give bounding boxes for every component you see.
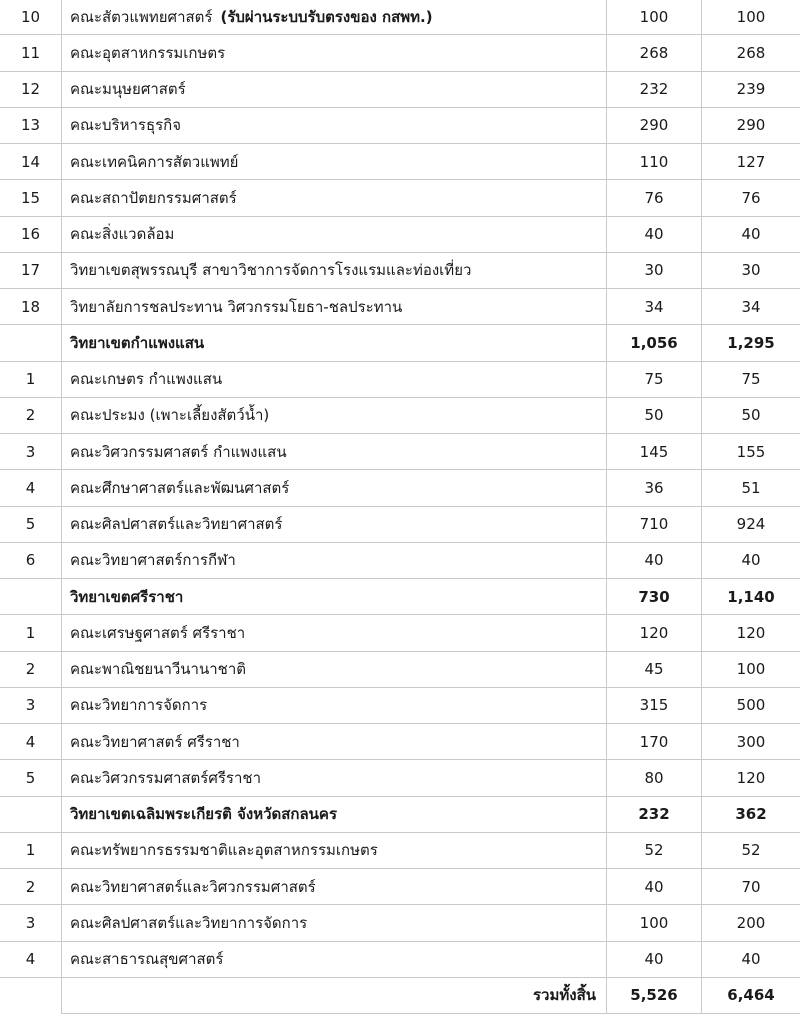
quota-value-1: 75	[607, 361, 702, 397]
table-row	[0, 760, 800, 796]
row-number	[0, 796, 62, 832]
campus-group-row	[0, 325, 800, 361]
table-row	[0, 470, 800, 506]
row-number: 6	[0, 542, 62, 578]
name-text: คณะสัตวแพทยศาสตร์	[70, 8, 212, 26]
faculty-name	[62, 651, 607, 687]
row-number: 5	[0, 506, 62, 542]
faculty-name	[62, 252, 607, 288]
quota-value-2: 239	[702, 71, 800, 107]
row-number: 18	[0, 289, 62, 325]
name-text: คณะศึกษาศาสตร์และพัฒนศาสตร์	[70, 479, 289, 497]
quota-value-1: 40	[607, 216, 702, 252]
quota-value-1: 52	[607, 832, 702, 868]
quota-value-1: 290	[607, 107, 702, 143]
name-text: วิทยาเขตกำแพงแสน	[70, 334, 204, 352]
campus-group-row	[0, 796, 800, 832]
table-row	[0, 542, 800, 578]
quota-value-1: 110	[607, 144, 702, 180]
quota-value-2: 34	[702, 289, 800, 325]
table-row	[0, 252, 800, 288]
row-number: 2	[0, 651, 62, 687]
faculty-name	[62, 760, 607, 796]
table-row	[0, 724, 800, 760]
campus-group-row	[0, 579, 800, 615]
table-row	[0, 687, 800, 723]
total-label: รวมทั้งสิ้น	[62, 977, 607, 1013]
row-number: 3	[0, 434, 62, 470]
name-text: คณะทรัพยากรธรรมชาติและอุตสาหกรรมเกษตร	[70, 841, 378, 859]
total-row	[0, 977, 800, 1013]
row-number: 11	[0, 35, 62, 71]
row-number: 1	[0, 615, 62, 651]
name-text: วิทยาเขตศรีราชา	[70, 588, 183, 606]
name-text: คณะสาธารณสุขศาสตร์	[70, 950, 223, 968]
faculty-name	[62, 107, 607, 143]
quota-value-2: 155	[702, 434, 800, 470]
quota-value-1: 710	[607, 506, 702, 542]
table-row	[0, 615, 800, 651]
table-row	[0, 651, 800, 687]
quota-value-1: 50	[607, 397, 702, 433]
name-text: คณะศิลปศาสตร์และวิทยาศาสตร์	[70, 515, 282, 533]
name-text: คณะอุตสาหกรรมเกษตร	[70, 44, 225, 62]
quota-value-2: 40	[702, 941, 800, 977]
name-text: คณะสถาปัตยกรรมศาสตร์	[70, 189, 237, 207]
row-number: 4	[0, 724, 62, 760]
quota-value-2: 70	[702, 869, 800, 905]
quota-value-2: 120	[702, 760, 800, 796]
row-number: 4	[0, 470, 62, 506]
faculty-name	[62, 434, 607, 470]
total-value-1: 5,526	[607, 977, 702, 1013]
faculty-name	[62, 869, 607, 905]
quota-value-1: 145	[607, 434, 702, 470]
name-text: คณะเศรษฐศาสตร์ ศรีราชา	[70, 624, 245, 642]
row-number: 10	[0, 0, 62, 35]
quota-value-1: 40	[607, 869, 702, 905]
faculty-name	[62, 289, 607, 325]
name-text: คณะวิศวกรรมศาสตร์ศรีราชา	[70, 769, 261, 787]
table-row	[0, 941, 800, 977]
quota-value-2: 268	[702, 35, 800, 71]
faculty-name	[62, 216, 607, 252]
row-number: 3	[0, 905, 62, 941]
quota-value-2: 52	[702, 832, 800, 868]
name-text: วิทยาเขตสุพรรณบุรี สาขาวิชาการจัดการโรงแรมและท่องเที่ยว	[70, 261, 471, 279]
name-text: คณะบริหารธุรกิจ	[70, 116, 181, 134]
name-text: คณะมนุษยศาสตร์	[70, 80, 186, 98]
quota-value-1: 730	[607, 579, 702, 615]
quota-value-1: 34	[607, 289, 702, 325]
quota-value-2: 1,140	[702, 579, 800, 615]
quota-value-1: 120	[607, 615, 702, 651]
row-number	[0, 325, 62, 361]
quota-value-1: 76	[607, 180, 702, 216]
table-row	[0, 71, 800, 107]
table-row	[0, 832, 800, 868]
total-spacer	[0, 977, 62, 1013]
row-number: 16	[0, 216, 62, 252]
faculty-name	[62, 470, 607, 506]
row-number: 2	[0, 397, 62, 433]
quota-value-2: 127	[702, 144, 800, 180]
quota-value-1: 268	[607, 35, 702, 71]
faculty-name	[62, 397, 607, 433]
quota-value-2: 100	[702, 0, 800, 35]
quota-value-1: 80	[607, 760, 702, 796]
faculty-name	[62, 905, 607, 941]
faculty-name	[62, 144, 607, 180]
row-number: 5	[0, 760, 62, 796]
faculty-name	[62, 506, 607, 542]
name-text: คณะเทคนิคการสัตวแพทย์	[70, 153, 238, 171]
row-number	[0, 579, 62, 615]
name-text: คณะวิทยาศาสตร์ ศรีราชา	[70, 733, 240, 751]
name-text: วิทยาเขตเฉลิมพระเกียรติ จังหวัดสกลนคร	[70, 805, 337, 823]
faculty-name	[62, 361, 607, 397]
quota-value-2: 40	[702, 542, 800, 578]
table-row	[0, 289, 800, 325]
quota-value-1: 40	[607, 542, 702, 578]
faculty-name	[62, 941, 607, 977]
table-row	[0, 397, 800, 433]
row-number: 17	[0, 252, 62, 288]
quota-value-1: 100	[607, 905, 702, 941]
quota-value-2: 75	[702, 361, 800, 397]
quota-value-1: 170	[607, 724, 702, 760]
table-row	[0, 361, 800, 397]
quota-value-1: 232	[607, 71, 702, 107]
name-text: คณะเกษตร กำแพงแสน	[70, 370, 222, 388]
table-row	[0, 35, 800, 71]
quota-value-2: 200	[702, 905, 800, 941]
faculty-name	[62, 0, 607, 35]
table-row	[0, 905, 800, 941]
admission-note: (รับผ่านระบบรับตรงของ กสพท.)	[220, 8, 432, 26]
quota-value-2: 290	[702, 107, 800, 143]
quota-value-2: 76	[702, 180, 800, 216]
campus-name	[62, 579, 607, 615]
quota-value-2: 924	[702, 506, 800, 542]
table-row	[0, 180, 800, 216]
table-row	[0, 144, 800, 180]
quota-value-1: 232	[607, 796, 702, 832]
quota-value-2: 100	[702, 651, 800, 687]
name-text: คณะประมง (เพาะเลี้ยงสัตว์น้ำ)	[70, 406, 269, 424]
row-number: 14	[0, 144, 62, 180]
row-number: 3	[0, 687, 62, 723]
table-row	[0, 107, 800, 143]
faculty-name	[62, 35, 607, 71]
quota-value-2: 40	[702, 216, 800, 252]
name-text: คณะวิทยาศาสตร์และวิศวกรรมศาสตร์	[70, 878, 316, 896]
faculty-name	[62, 542, 607, 578]
quota-value-2: 120	[702, 615, 800, 651]
faculty-name	[62, 71, 607, 107]
quota-value-2: 51	[702, 470, 800, 506]
quota-value-1: 100	[607, 0, 702, 35]
faculty-name	[62, 687, 607, 723]
quota-value-2: 1,295	[702, 325, 800, 361]
table-row	[0, 0, 800, 35]
table-row	[0, 506, 800, 542]
quota-value-1: 45	[607, 651, 702, 687]
name-text: คณะวิทยาศาสตร์การกีฬา	[70, 551, 236, 569]
table-row	[0, 869, 800, 905]
faculty-name	[62, 615, 607, 651]
campus-name	[62, 325, 607, 361]
quota-value-1: 1,056	[607, 325, 702, 361]
name-text: คณะวิทยาการจัดการ	[70, 696, 207, 714]
name-text: คณะพาณิชยนาวีนานาชาติ	[70, 660, 246, 678]
faculty-name	[62, 832, 607, 868]
quota-value-1: 30	[607, 252, 702, 288]
name-text: วิทยาลัยการชลประทาน วิศวกรรมโยธา-ชลประทาน	[70, 298, 402, 316]
row-number: 12	[0, 71, 62, 107]
name-text: คณะศิลปศาสตร์และวิทยาการจัดการ	[70, 914, 307, 932]
row-number: 15	[0, 180, 62, 216]
total-value-2: 6,464	[702, 977, 800, 1013]
quota-value-1: 40	[607, 941, 702, 977]
quota-value-2: 500	[702, 687, 800, 723]
row-number: 2	[0, 869, 62, 905]
quota-value-1: 36	[607, 470, 702, 506]
name-text: คณะวิศวกรรมศาสตร์ กำแพงแสน	[70, 443, 287, 461]
row-number: 1	[0, 361, 62, 397]
table-row	[0, 434, 800, 470]
quota-value-2: 30	[702, 252, 800, 288]
quota-value-2: 300	[702, 724, 800, 760]
table-row	[0, 216, 800, 252]
row-number: 13	[0, 107, 62, 143]
faculty-name	[62, 180, 607, 216]
row-number: 4	[0, 941, 62, 977]
row-number: 1	[0, 832, 62, 868]
name-text: คณะสิ่งแวดล้อม	[70, 225, 174, 243]
campus-name	[62, 796, 607, 832]
quota-value-2: 50	[702, 397, 800, 433]
quota-value-2: 362	[702, 796, 800, 832]
quota-value-1: 315	[607, 687, 702, 723]
faculty-name	[62, 724, 607, 760]
